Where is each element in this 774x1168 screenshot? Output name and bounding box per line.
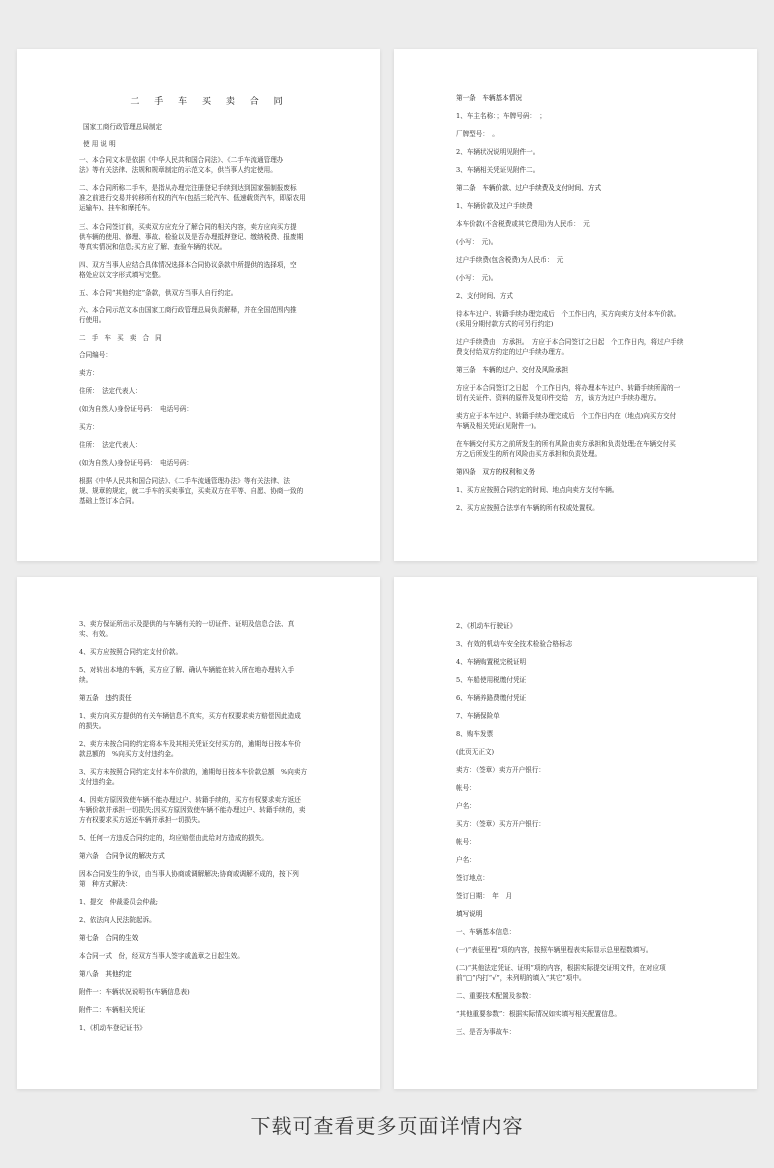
text-line: (如为自然人)身份证号码： 电话号码： [79,405,193,413]
document-title: 二 手 车 买 卖 合 同 [130,97,289,107]
text-line: 方之后所发生的所有风险由买方承担和负责处理。 [456,450,602,458]
text-line: 第 种方式解决： [79,880,132,888]
text-line: 8、购车发票 [456,730,494,738]
text-line: 本合同一式 份，经双方当事人签字或盖章之日起生效。 [79,952,244,960]
text-line: 附件一：车辆状况说明书(车辆信息表) [79,988,190,996]
text-line: 续。 [79,676,93,684]
text-line: “其他重要参数”：根据实际情况如实填写相关配置信息。 [456,1010,621,1018]
text-line: 车辆及相关凭证(见附件一)。 [456,422,541,430]
text-line: 格处应以文字形式填写完整。 [79,271,165,279]
text-line: 厂牌型号： 。 [456,130,499,138]
text-line: 第三条 车辆的过户、交付及风险承担 [456,366,569,374]
text-line: 五、本合同“其他约定”条款，供双方当事人自行约定。 [79,289,238,297]
text-line: 一、车辆基本信息： [456,928,516,936]
text-line: 3、买方未按照合同约定支付本车价款的，逾期每日按本车价款总额 %向卖方 [79,768,308,776]
download-caption: 下载可查看更多页面详情内容 [250,1114,524,1138]
text-line: 国家工商行政管理总局制定 [83,123,163,131]
text-line: 因本合同发生的争议，由当事人协商或调解解决;协商或调解不成的，按下列 [79,870,299,878]
text-line: 行使用。 [79,316,106,324]
text-line: 7、车辆保险单 [456,712,500,720]
text-line: 4、买方应按照合同约定支付价款。 [79,648,183,656]
text-line: 方应于本合同签订之日起 个工作日内，将办理本车过户、转籍手续所需的一 [456,384,681,392]
text-line: 根据《中华人民共和国合同法》、《二手车流通管理办法》等有关法律、法 [79,477,290,485]
text-line: 基础上签订本合同。 [79,497,139,505]
text-line: 二 手 车 买 卖 合 同 [79,334,164,342]
text-line: 的损失。 [79,722,106,730]
text-line: 1、提交 仲裁委员会仲裁; [79,898,158,906]
text-line: (小写： 元)。 [456,238,498,246]
text-line: 运输车)、挂车和摩托车。 [79,204,155,212]
text-line: 买方：（签章）买方开户银行： [456,820,546,828]
text-line: 法》等有关法律、法规和规章制定的示范文本，供当事人约定使用。 [79,166,277,174]
text-line: 户名： [456,856,476,864]
text-line: 第六条 合同争议的解决方式 [79,852,165,860]
text-line: 附件二：车辆相关凭证 [79,1006,145,1014]
text-line: 1、《机动车登记证书》 [79,1024,146,1032]
text-line: 三、本合同签订前，买卖双方应充分了解合同的相关内容，卖方应向买方提 [79,223,297,231]
text-line: 住所： 法定代表人： [79,387,142,395]
text-line: (采用分期付款方式的可另行约定) [456,320,554,328]
text-line: 车辆价款并承担一切损失;因买方原因致使车辆不能办理过户、转籍手续的，卖 [79,806,306,814]
text-line: 合同编号： [79,351,112,359]
text-line: 在车辆交付买方之前所发生的所有风险由卖方承担和负责处理;在车辆交付买 [456,440,676,448]
text-line: 支付违约金。 [79,778,119,786]
text-line: 六、本合同示范文本由国家工商行政管理总局负责解释，并在全国范围内推 [79,306,297,314]
text-line: 第一条 车辆基本情况 [456,94,522,102]
text-line: (一)“表征里程”项的内容，按照车辆里程表实际显示总里程数填写。 [456,946,653,954]
contract-page-3 [17,577,380,1089]
text-line: 帐号： [456,784,476,792]
text-line: 2、车辆状况说明见附件一。 [456,148,540,156]
text-line: (此页无正文) [456,748,495,756]
text-line: 规、规章的规定，就二手车的买卖事宜，买卖双方在平等、自愿、协商一致的 [79,487,304,495]
contract-page-1 [17,49,380,561]
text-line: 住所： 法定代表人： [79,441,142,449]
text-line: 一、本合同文本是依据《中华人民共和国合同法》、《二手车流通管理办 [79,156,284,164]
text-line: 1、卖方向买方提供的有关车辆信息不真实，买方有权要求卖方赔偿因此造成 [79,712,301,720]
text-line: 卖方： [79,369,99,377]
text-line: 卖方应于本车过户、转籍手续办理完成后 个工作日内在（地点)向买方交付 [456,412,677,420]
text-line: 准之前进行交易并转移所有权的汽车(包括三轮汽车、低速载货汽车，即原农用 [79,194,306,202]
text-line: 使 用 说 明 [83,140,116,148]
text-line: (二)“其他法定凭证、证明”项的内容，根据实际提交证明文件，在对应项 [456,964,666,972]
text-line: (小写： 元)。 [456,274,498,282]
text-line: 待本车过户、转籍手续办理完成后 个工作日内，买方向卖方支付本车价款。 [456,310,681,318]
text-line: 4、因卖方原因致使车辆不能办理过户、转籍手续的，买方有权要求卖方返还 [79,796,301,804]
text-line: 2、《机动车行驶证》 [456,622,517,630]
text-line: 签订日期： 年 月 [456,892,513,900]
contract-page-2 [394,49,757,561]
text-line: 3、有效的机动车安全技术检验合格标志 [456,640,573,648]
text-line: 户名： [456,802,476,810]
text-line: 三、是否为事故车： [456,1028,516,1036]
text-line: 二、重要技术配置及参数： [456,992,536,1000]
text-line: 第二条 车辆价款、过户手续费及支付时间、方式 [456,184,602,192]
text-line: 第四条 双方的权利和义务 [456,468,536,476]
text-line: 四、双方当事人应结合具体情况选择本合同协议条款中所提供的选择项，空 [79,261,297,269]
text-line: (如为自然人)身份证号码： 电话号码： [79,459,193,467]
text-line: 过户手续费由 方承担。 方应于本合同签订之日起 个工作日内，将过户手续 [456,338,684,346]
text-line: 款总额的 %向买方支付违约金。 [79,750,178,758]
text-line: 二、本合同所称二手车，是指从办理完注册登记手续到达到国家强制报废标 [79,184,297,192]
text-line: 第五条 违约责任 [79,694,132,702]
text-line: 卖方：（签章）卖方开户银行： [456,766,546,774]
text-line: 费支付给双方约定的过户手续办理方。 [456,348,569,356]
text-line: 帐号： [456,838,476,846]
text-line: 5、任何一方违反合同约定的，均应赔偿由此给对方造成的损失。 [79,834,268,842]
text-line: 第七条 合同的生效 [79,934,139,942]
text-line: 实、有效。 [79,630,112,638]
text-line: 前“□”内打“√”，未列明的填入“其它”项中。 [456,974,586,982]
text-line: 过户手续费(包含税费)为人民币： 元 [456,256,564,264]
text-line: 方有权要求买方返还车辆并承担一切损失。 [79,816,205,824]
text-line: 1、车辆价款及过户手续费 [456,202,533,210]
text-line: 切有关证件、资料的原件及复印件交给 方，该方为过户手续办理方。 [456,394,661,402]
text-line: 3、卖方保证所出示及提供的与车辆有关的一切证件、证明及信息合法、真 [79,620,295,628]
text-line: 本车价款(不含税费或其它费用)为人民币： 元 [456,220,590,228]
text-line: 等真实情况和信息;买方应了解、查验车辆的状况。 [79,243,227,251]
text-line: 1、车主名称：；车牌号码： ； [456,112,546,120]
text-line: 填写说明 [456,910,483,918]
text-line: 2、买方应按照合法享有车辆的所有权或处置权。 [456,504,599,512]
text-line: 2、依法向人民法院起诉。 [79,916,156,924]
text-line: 买方： [79,423,99,431]
text-line: 5、对转出本地的车辆，买方应了解、确认车辆能在转入所在地办理转入手 [79,666,295,674]
text-line: 2、支付时间、方式 [456,292,513,300]
text-line: 4、车辆购置税完税证明 [456,658,527,666]
text-line: 供车辆的使用、修理、事故、检验以及是否办理抵押登记、缴纳税费、报废期 [79,233,304,241]
text-line: 签订地点： [456,874,489,882]
text-line: 5、车船使用税缴付凭证 [456,676,527,684]
text-line: 第八条 其他约定 [79,970,132,978]
text-line: 6、车辆养路费缴付凭证 [456,694,527,702]
text-line: 2、卖方未按合同的约定将本车及其相关凭证交付买方的，逾期每日按本车价 [79,740,301,748]
text-line: 3、车辆相关凭证见附件二。 [456,166,540,174]
text-line: 1、买方应按照合同约定的时间、地点向卖方支付车辆。 [456,486,619,494]
contract-page-4 [394,577,757,1089]
